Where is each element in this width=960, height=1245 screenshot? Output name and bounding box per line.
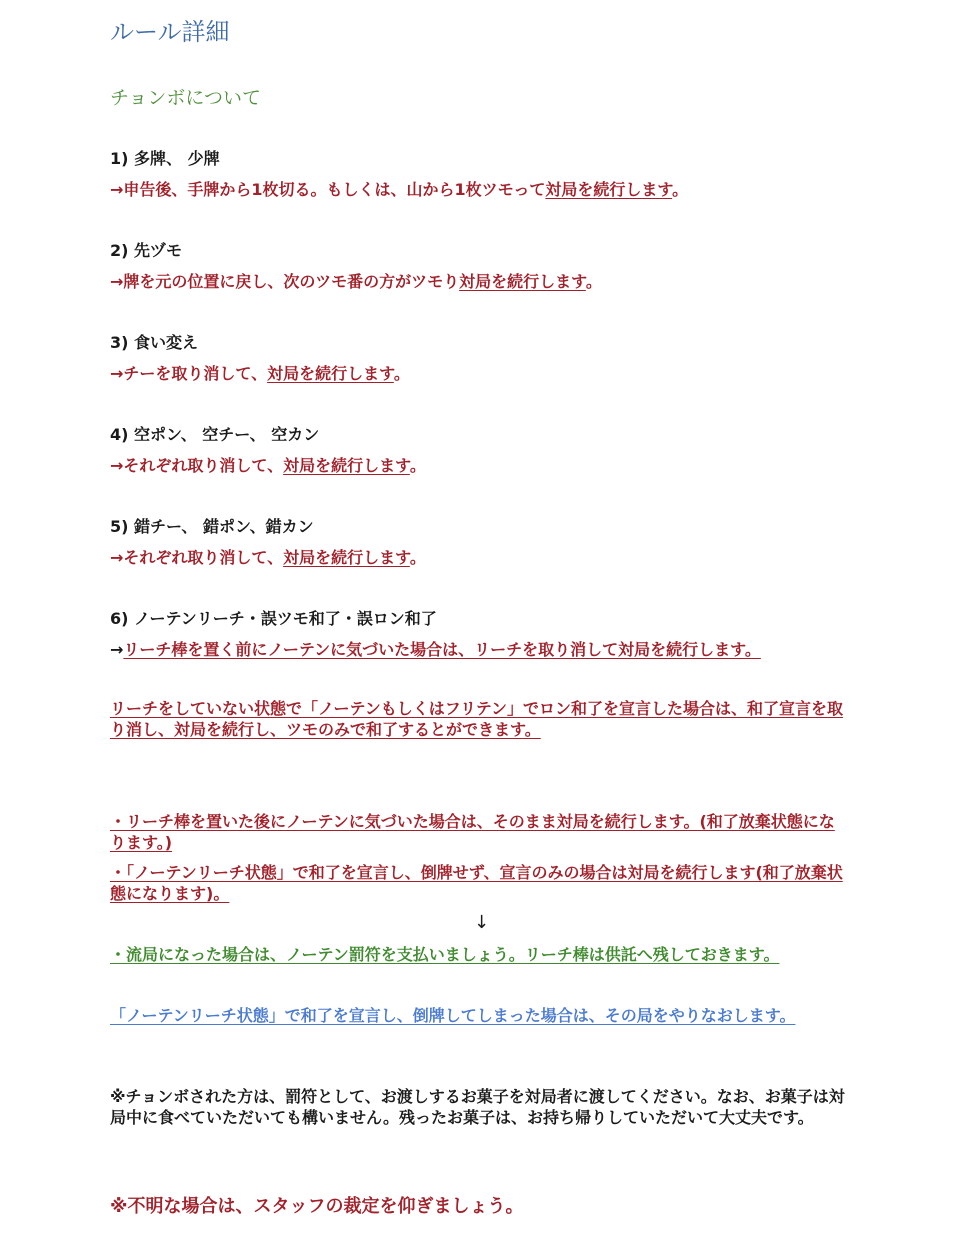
arrow: → [110, 456, 124, 475]
rule-2-heading: 2) 先ヅモ [110, 241, 183, 260]
rule-1-heading: 1) 多牌、 少牌 [110, 149, 220, 168]
continue-play-text: 対局を続行します [283, 548, 410, 567]
continue-play-text: 対局を続行します [545, 180, 673, 199]
penalty-note: ※チョンボされた方は、罰符として、お渡しするお菓子を対局者に渡してください。なお、お菓子は対局中に食べていただいても構いません。残ったお菓子は、お持ち帰りしていただいて大丈夫です。 [110, 1087, 845, 1127]
down-arrow-icon: ↓ [474, 912, 490, 933]
noten-riichi-declare-paragraph: ・「ノーテンリーチ状態」で和了を宣言し、倒牌せず、宣言のみの場合は対局を続行します(和了放棄状態になります)。 [110, 863, 843, 903]
ryukyoku-paragraph: ・流局になった場合は、ノーテン罰符を支払いましょう。リーチ棒は供託へ残しておきます。 [110, 945, 780, 964]
rule-3-description: →チーを取り消して、対局を続行します。 [110, 364, 410, 383]
rule-6-heading: 6) ノーテンリーチ・誤ツモ和了・誤ロン和了 [110, 609, 437, 628]
rule-4-heading: 4) 空ポン、 空チー、 空カン [110, 425, 320, 444]
rule-4-description: →それぞれ取り消して、対局を続行します。 [110, 456, 426, 475]
arrow: → [110, 640, 124, 659]
page-title: ルール詳細 [110, 18, 230, 46]
furiten-ron-paragraph: リーチをしていない状態で「ノーテンもしくはフリテン」でロン和了を宣言した場合は、和了宣言を取り消し、対局を続行し、ツモのみで和了するとができます。 [110, 699, 843, 739]
section-heading: チョンボについて [110, 87, 262, 109]
staff-ruling-note: ※不明な場合は、スタッフの裁定を仰ぎましょう。 [110, 1196, 524, 1217]
rule-5-heading: 5) 錯チー、 錯ポン、錯カン [110, 517, 314, 536]
arrow: → [110, 548, 124, 567]
rule-2-description: →牌を元の位置に戻し、次のツモ番の方がツモり対局を続行します。 [110, 272, 602, 291]
arrow: → [110, 364, 124, 383]
rule-1-description: →申告後、手牌から1枚切る。もしくは、山から1枚ツモって対局を続行します。 [110, 180, 689, 199]
after-riichi-stick-paragraph: ・リーチ棒を置いた後にノーテンに気づいた場合は、そのまま対局を続行します。(和了放棄状態になります。) [110, 812, 835, 852]
continue-play-text: 対局を続行します [267, 364, 394, 383]
rule-5-description: →それぞれ取り消して、対局を続行します。 [110, 548, 426, 567]
rule-3-heading: 3) 食い変え [110, 333, 199, 352]
arrow: → [110, 180, 124, 199]
redo-hand-paragraph: 「ノーテンリーチ状態」で和了を宣言し、倒牌してしまった場合は、その局をやりなおします。 [110, 1006, 796, 1025]
continue-play-text: 対局を続行します [459, 272, 586, 291]
continue-play-text: 対局を続行します [283, 456, 410, 475]
arrow: → [110, 272, 124, 291]
rule-6-description: →リーチ棒を置く前にノーテンに気づいた場合は、リーチを取り消して対局を続行します。 [110, 640, 761, 659]
